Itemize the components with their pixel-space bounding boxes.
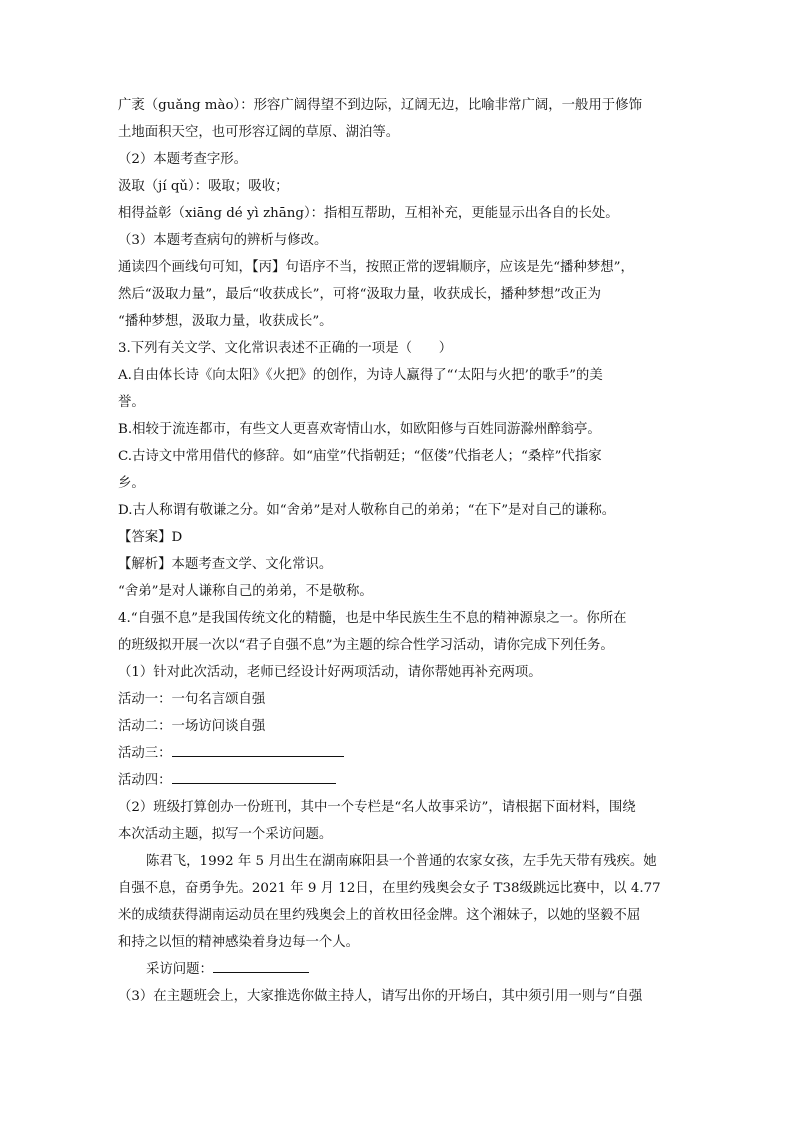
text-line: 相得益彰（xiāng dé yì zhāng）：指相互帮助，互相补充，更能显示出各自的长处。 bbox=[118, 206, 619, 221]
sub-question-1: （1）针对此次活动，老师已经设计好两项活动，请你帮她再补充两项。 bbox=[118, 665, 542, 680]
activity-4 bbox=[118, 767, 688, 794]
answer: 【答案】D bbox=[118, 530, 183, 545]
option-b: B.相较于流连都市，有些文人更喜欢寄情山水，如欧阳修与百姓同游滁州醉翁亭。 bbox=[118, 422, 601, 437]
text-line: （3）本题考查病句的辨析与修改。 bbox=[118, 233, 328, 248]
question-4-stem: 4.“自强不息”是我国传统文化的精髓，也是中华民族生生不息的精神源泉之一。你所在 bbox=[118, 611, 627, 626]
option-c-cont: 乡。 bbox=[118, 476, 145, 491]
activity-3 bbox=[118, 740, 688, 767]
activity-1: 活动一：一句名言颂自强 bbox=[118, 692, 266, 707]
question-3-stem: 3.下列有关文学、文化常识表述不正确的一项是（ ） bbox=[118, 341, 453, 356]
activity-3-label: 活动三： bbox=[118, 746, 172, 761]
option-a-cont: 誉。 bbox=[118, 395, 145, 410]
material-text: 自强不息，奋勇争先。2021 年 9 月 12日，在里约残奥会女子 T38级跳远比赛中，以 4.77 bbox=[118, 881, 661, 896]
option-d: D.古人称谓有敬谦之分。如“舍弟”是对人敬称自己的弟弟；“在下”是对自己的谦称。 bbox=[118, 503, 616, 518]
text-line: （2）本题考查字形。 bbox=[118, 152, 248, 167]
activity-3-blank[interactable] bbox=[172, 742, 344, 757]
analysis-detail: “舍弟”是对人谦称自己的弟弟，不是敬称。 bbox=[118, 584, 373, 599]
activity-2: 活动二：一场访问谈自强 bbox=[118, 719, 266, 734]
interview-question-blank[interactable] bbox=[213, 958, 309, 973]
material-text: 和持之以恒的精神感染着身边每一个人。 bbox=[118, 935, 360, 950]
material-text: 陈君飞，1992 年 5 月出生在湖南麻阳县一个普通的农家女孩，左手先天带有残疾。她 bbox=[146, 854, 657, 869]
interview-question-label: 采访问题： bbox=[146, 962, 213, 977]
activity-4-label: 活动四： bbox=[118, 773, 172, 788]
question-4-stem-cont: 的班级拟开展一次以“君子自强不息”为主题的综合性学习活动，请你完成下列任务。 bbox=[118, 638, 614, 653]
sub-question-3: （3）在主题班会上，大家推选你做主持人，请写出你的开场白，其中须引用一则与“自强 bbox=[118, 989, 643, 1004]
material-text: 米的成绩获得湖南运动员在里约残奥会上的首枚田径金牌。这个湘妹子，以她的坚毅不屈 bbox=[118, 908, 641, 923]
text-line: “播种梦想，汲取力量，收获成长”。 bbox=[118, 314, 333, 329]
sub-question-2: （2）班级打算创办一份班刊，其中一个专栏是“名人故事采访”，请根据下面材料，围绕 bbox=[118, 800, 636, 815]
text-line: 汲取（jí qǔ）：吸取；吸收； bbox=[118, 179, 289, 194]
document-page bbox=[118, 92, 688, 1010]
analysis: 【解析】本题考查文学、文化常识。 bbox=[118, 557, 333, 572]
text-line: 土地面积天空，也可形容辽阔的草原、湖泊等。 bbox=[118, 125, 400, 140]
text-line: 通读四个画线句可知，【丙】句语序不当，按照正常的逻辑顺序，应该是先“播种梦想”， bbox=[118, 260, 634, 275]
activity-4-blank[interactable] bbox=[172, 769, 336, 784]
text-line: 然后“汲取力量”，最后“收获成长”，可将“汲取力量，收获成长，播种梦想”改正为 bbox=[118, 287, 601, 302]
sub-question-2-cont: 本次活动主题，拟写一个采访问题。 bbox=[118, 827, 333, 842]
interview-question bbox=[118, 956, 688, 983]
text-line: 广袤（guǎng mào）：形容广阔得望不到边际，辽阔无边，比喻非常广阔，一般用于修饰 bbox=[118, 98, 642, 113]
option-c: C.古诗文中常用借代的修辞。如“庙堂”代指朝廷；“伛偻”代指老人；“桑梓”代指家 bbox=[118, 449, 602, 464]
option-a: A.自由体长诗《向太阳》《火把》的创作，为诗人赢得了“‘太阳与火把’的歌手”的美 bbox=[118, 368, 603, 383]
